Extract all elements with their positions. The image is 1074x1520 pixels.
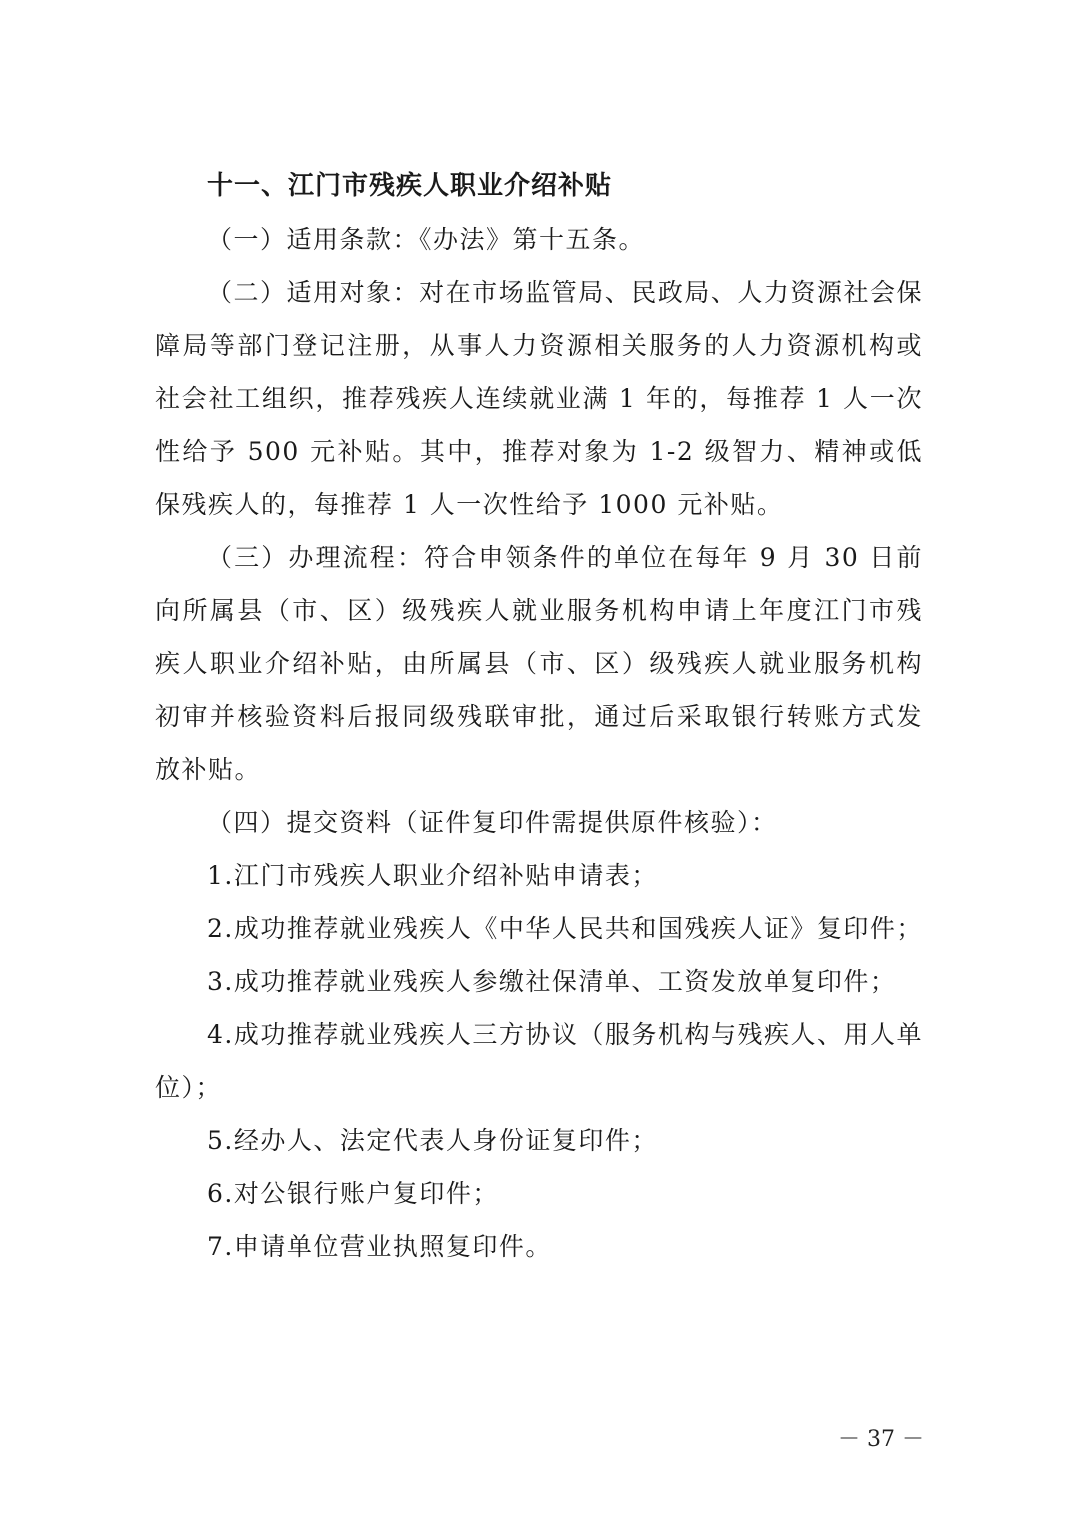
materials-list xyxy=(155,849,923,1273)
section-heading: 十一、江门市残疾人职业介绍补贴 xyxy=(207,171,613,201)
list-item: 6.对公银行账户复印件； xyxy=(207,1179,499,1208)
paragraph-materials-intro: （四）提交资料（证件复印件需提供原件核验）： xyxy=(207,808,778,837)
list-item: 3.成功推荐就业残疾人参缴社保清单、工资发放单复印件； xyxy=(207,967,897,996)
list-item: 4.成功推荐就业残疾人三方协议（服务机构与残疾人、用人单位）； xyxy=(155,1020,923,1102)
list-item: 7.申请单位营业执照复印件。 xyxy=(207,1232,552,1261)
paragraph-applicable-clause: （一）适用条款：《办法》第十五条。 xyxy=(207,225,646,254)
paragraph-procedure: （三）办理流程：符合申领条件的单位在每年 9 月 30 日前向所属县（市、区）级残疾人就业服务机构申请上年度江门市残疾人职业介绍补贴，由所属县（市、区）级残疾人就业服务机构初审并核验资料后报同级残联审批，通过后采取银行转账方式发放补贴。 xyxy=(155,543,923,784)
paragraph-applicable-target: （二）适用对象：对在市场监管局、民政局、人力资源社会保障局等部门登记注册，从事人力资源相关服务的人力资源机构或社会社工组织，推荐残疾人连续就业满 1 年的，每推荐 1 人一次性给予 500 元补贴。其中，推荐对象为 1-2 级智力、精神或低保残疾人的，每推荐 1 人一次性给予 1000 元补贴。 xyxy=(155,278,923,519)
document-body xyxy=(155,160,923,1273)
list-item: 1.江门市残疾人职业介绍补贴申请表； xyxy=(207,861,658,890)
list-item: 2.成功推荐就业残疾人《中华人民共和国残疾人证》复印件； xyxy=(207,914,923,943)
page-number: － 37 － xyxy=(838,1427,924,1452)
list-item: 5.经办人、法定代表人身份证复印件； xyxy=(207,1126,658,1155)
